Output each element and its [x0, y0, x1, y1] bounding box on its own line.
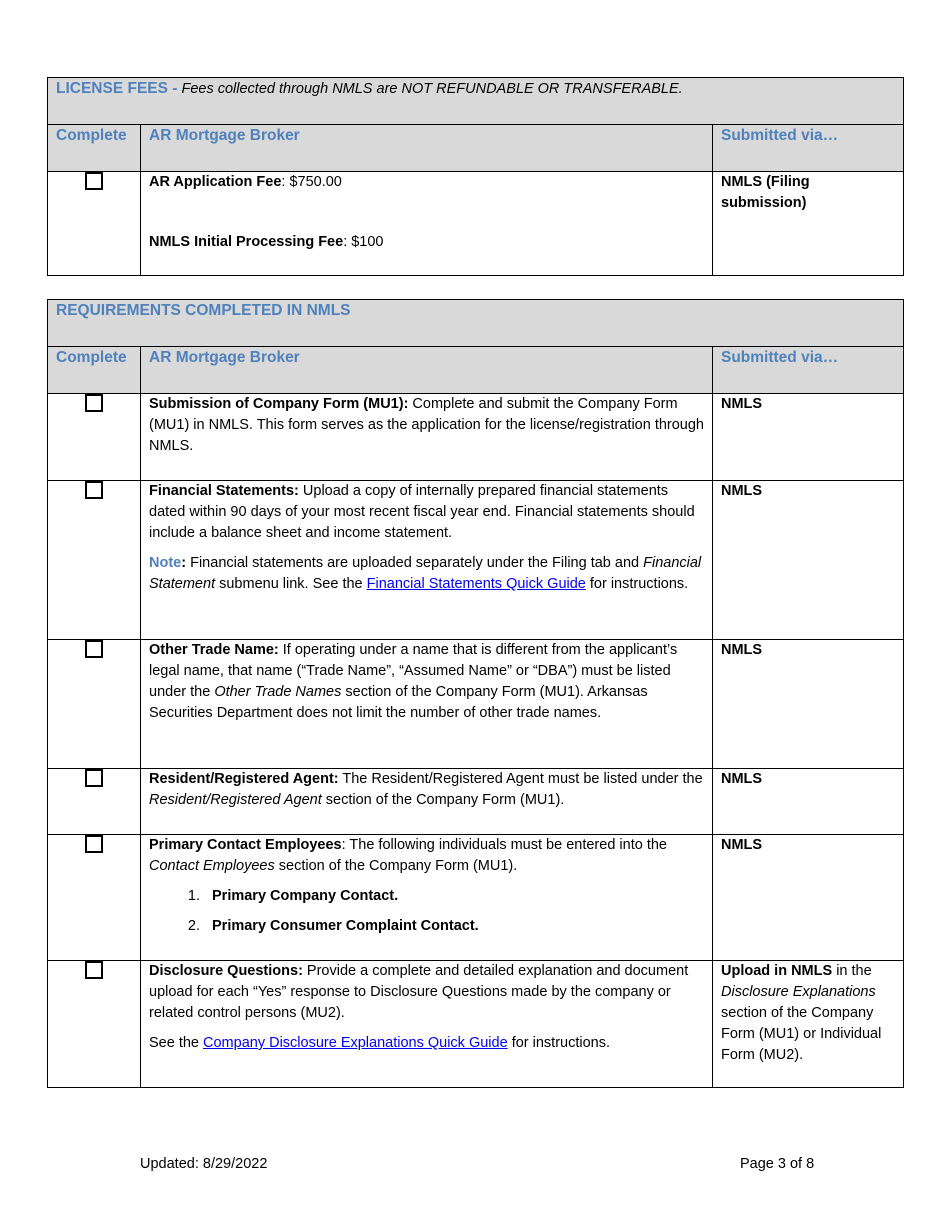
financial-checkbox[interactable]	[85, 481, 103, 499]
row-agent	[48, 769, 904, 835]
footer-page-number: Page 3 of 8	[740, 1156, 815, 1172]
trade-name-via: NMLS	[713, 640, 904, 769]
row-disclosure	[48, 961, 904, 1088]
agent-text-1: The Resident/Registered Agent must be listed under the	[338, 771, 703, 787]
nmls-fee-value: : $100	[343, 234, 384, 250]
disclosure-see-text-1: See the	[149, 1035, 204, 1051]
license-fees-checkbox[interactable]	[85, 172, 103, 190]
financial-label: Financial Statements:	[149, 483, 299, 499]
agent-text-2: section of the Company Form (MU1).	[321, 792, 565, 808]
row-financial	[48, 481, 904, 640]
header-via: Submitted via…	[713, 125, 904, 172]
trade-name-label: Other Trade Name:	[149, 642, 279, 658]
row-company-form	[48, 394, 904, 481]
license-fees-row	[48, 172, 904, 276]
requirements-table	[47, 299, 904, 1088]
disclosure-see-text-2: for instructions.	[507, 1035, 611, 1051]
row-trade-name	[48, 640, 904, 769]
trade-name-text-2: section of the Company Form (MU1). Arkansas Securities Department does not limit the number of other trade names.	[149, 684, 648, 721]
disclosure-text: Provide a complete and detailed explanation and document upload for each “Yes” response to Disclosure Questions made by the company or related control persons (MU2).	[149, 963, 689, 1021]
license-fees-via: NMLS (Filing submission)	[713, 172, 904, 276]
disclosure-label: Disclosure Questions:	[149, 963, 303, 979]
disclosure-via-text-1: in the	[832, 963, 872, 979]
note-text-2: submenu link. See the	[215, 576, 367, 592]
company-form-label: Submission of Company Form (MU1):	[149, 396, 409, 412]
license-fees-subtitle: Fees collected through NMLS are NOT REFUNDABLE OR TRANSFERABLE.	[177, 81, 683, 97]
contacts-checkbox[interactable]	[85, 835, 103, 853]
app-fee-label: AR Application Fee	[149, 174, 282, 190]
note-colon: :	[181, 555, 187, 571]
nmls-fee-label: NMLS Initial Processing Fee	[149, 234, 344, 250]
requirements-title-row	[48, 300, 904, 347]
contacts-text-1: : The following individuals must be entered into the	[341, 837, 667, 853]
note-label: Note	[149, 555, 182, 571]
license-fees-title: LICENSE FEES -	[56, 80, 178, 97]
header-name: AR Mortgage Broker	[141, 347, 713, 394]
header-complete: Complete	[48, 125, 141, 172]
company-form-checkbox[interactable]	[85, 394, 103, 412]
list-item: 1. Primary Company Contact.	[204, 886, 704, 907]
requirements-title: REQUIREMENTS COMPLETED IN NMLS	[48, 300, 904, 347]
app-fee-value: : $750.00	[281, 174, 342, 190]
company-form-text: Complete and submit the Company Form (MU1) in NMLS. This form serves as the application for the license/registration through NMLS.	[149, 396, 705, 454]
license-fees-table	[47, 77, 904, 276]
disclosure-via-bold: Upload in NMLS	[721, 963, 833, 979]
agent-checkbox[interactable]	[85, 769, 103, 787]
agent-label: Resident/Registered Agent:	[149, 771, 339, 787]
header-name: AR Mortgage Broker	[141, 125, 713, 172]
trade-name-checkbox[interactable]	[85, 640, 103, 658]
disclosure-via	[713, 961, 904, 1088]
contacts-italic: Contact Employees	[149, 858, 275, 874]
agent-via: NMLS	[713, 769, 904, 835]
disclosure-via-italic: Disclosure Explanations	[721, 984, 876, 1000]
row-contacts	[48, 835, 904, 961]
footer-updated: Updated: 8/29/2022	[140, 1156, 268, 1172]
contacts-label: Primary Contact Employees	[149, 837, 342, 853]
trade-name-italic: Other Trade Names	[214, 684, 342, 700]
financial-via: NMLS	[713, 481, 904, 640]
disclosure-guide-link[interactable]: Company Disclosure Explanations Quick Guide	[203, 1035, 508, 1051]
license-fees-header-row	[48, 125, 904, 172]
trade-name-text-1: If operating under a name that is different from the applicant’s legal name, that name (“Trade Name”, “Assumed Name” or “DBA”) must be listed under the	[149, 642, 678, 700]
disclosure-checkbox[interactable]	[85, 961, 103, 979]
note-text-1: Financial statements are uploaded separately under the Filing tab and	[186, 555, 644, 571]
financial-text: Upload a copy of internally prepared financial statements dated within 90 days of your most recent fiscal year end. Financial statements should include a balance sheet and income statement.	[149, 483, 695, 541]
requirements-header-row	[48, 347, 904, 394]
agent-italic: Resident/Registered Agent	[149, 792, 322, 808]
disclosure-via-text-2: section of the Company Form (MU1) or Individual Form (MU2).	[721, 1005, 882, 1063]
list-item: 2. Primary Consumer Complaint Contact.	[204, 916, 704, 937]
note-text-3: for instructions.	[585, 576, 689, 592]
note-italic: Financial Statement	[149, 555, 702, 592]
company-form-via: NMLS	[713, 394, 904, 481]
license-fees-title-row	[48, 78, 904, 125]
header-complete: Complete	[48, 347, 141, 394]
header-via: Submitted via…	[713, 347, 904, 394]
contacts-text-2: section of the Company Form (MU1).	[274, 858, 518, 874]
financial-statements-guide-link[interactable]: Financial Statements Quick Guide	[366, 576, 586, 592]
contacts-list	[149, 886, 704, 937]
contacts-via: NMLS	[713, 835, 904, 961]
